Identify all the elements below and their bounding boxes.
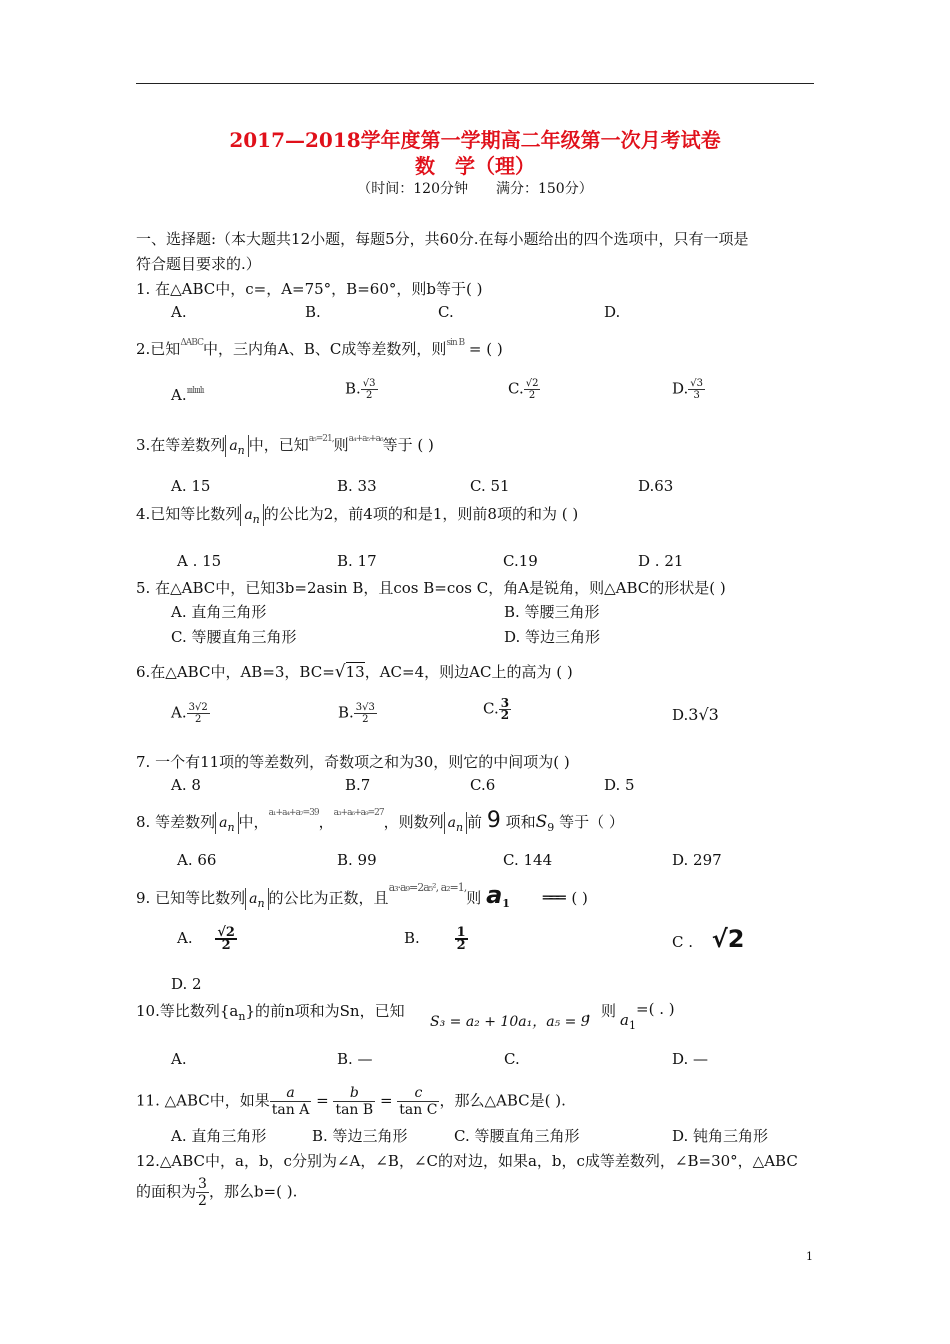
sequence-subscript: n (252, 512, 260, 526)
fraction-3-2 (196, 1176, 209, 1209)
question-4-option-a: A . 15 (177, 552, 222, 570)
question-3-option-c: C. 51 (470, 477, 510, 495)
question-11-suffix: ，那么△ABC是( ). (439, 1091, 566, 1110)
question-3-option-a: A. 15 (171, 477, 211, 495)
denominator: 3 (693, 390, 700, 401)
question-7-option-a: A. 8 (171, 776, 201, 794)
question-10-middle: }的前n项和为Sn，已知 (245, 1002, 405, 1020)
denominator: tan B (335, 1102, 374, 1118)
question-3-stem (136, 434, 434, 457)
fraction-c-tanc (397, 1085, 439, 1118)
question-8-option-c: C. 144 (503, 851, 553, 869)
condition-1-image: a₁+a₄+a₇=39 (268, 808, 319, 818)
sequence-letter: a (249, 891, 258, 907)
sequence-an-2 (444, 812, 467, 834)
sequence-letter: a (244, 507, 253, 523)
question-3-then: 则 (333, 436, 349, 454)
question-9-option-b (404, 927, 468, 951)
numerator: 3√2 (188, 702, 208, 713)
option-a-image: ııılııılı (186, 386, 204, 396)
question-6-option-c (483, 698, 511, 721)
sequence-an (225, 435, 248, 457)
question-9-option-c (672, 925, 745, 953)
question-5-option-b: B. 等腰三角形 (504, 603, 600, 621)
a1-subscript: 1 (628, 1019, 636, 1032)
question-12-line2 (136, 1176, 297, 1209)
fraction (688, 378, 705, 401)
a1-symbol: a (486, 881, 503, 909)
denominator: 2 (362, 714, 369, 725)
question-10-option-a: A. (171, 1050, 187, 1068)
question-9-option-a (177, 927, 237, 951)
numerator: a (270, 1085, 312, 1102)
question-4-option-d: D . 21 (638, 552, 684, 570)
question-3-option-b: B. 33 (337, 477, 377, 495)
section-heading-line2: 符合题目要求的.） (136, 255, 261, 273)
condition-image: a₃·a₉=2a₅², a₂=1, (388, 881, 467, 894)
triangle-abc-image: ΔABC (180, 338, 203, 348)
question-4-stem (136, 503, 578, 526)
question-9-prefix: 9. 已知等比数列 (136, 889, 246, 907)
a1-subscript: 1 (502, 897, 510, 910)
question-4-option-b: B. 17 (337, 552, 377, 570)
page-number: 1 (806, 1250, 813, 1263)
fraction-b-tanb (333, 1085, 375, 1118)
denominator: tan A (271, 1102, 310, 1118)
question-5-option-c: C. 等腰直角三角形 (171, 628, 297, 646)
numerator: √3 (690, 378, 703, 389)
question-12-line1: 12.△ABC中，a，b，c分别为∠A，∠B，∠C的对边，如果a，b，c成等差数列，∠B=30°，△ABC (136, 1152, 798, 1170)
question-2-option-d (672, 378, 705, 401)
option-label: B. (338, 703, 354, 722)
section-heading-line1: 一、选择题:（本大题共12小题，每题5分，共60分.在每小题给出的四个选项中，只有一项是 (136, 230, 749, 248)
question-6-prefix: 6.在△ABC中，AB=3，BC= (136, 663, 335, 681)
fraction (215, 927, 237, 951)
question-3-option-d: D.63 (638, 477, 674, 495)
option-label: B. (404, 929, 420, 947)
fraction (499, 698, 511, 721)
option-label: B. (345, 379, 361, 398)
numerator: 3 (198, 1176, 207, 1192)
question-2-option-a (171, 386, 204, 404)
question-2-option-c (508, 378, 540, 401)
question-7-option-d: D. 5 (604, 776, 635, 794)
question-10-option-c: C. (504, 1050, 520, 1068)
number-nine: 9 (486, 808, 501, 833)
sum-symbol: S (535, 812, 548, 832)
question-6-option-d (672, 705, 719, 724)
sqrt-radicand: 13 (345, 663, 365, 681)
sequence-an (215, 812, 238, 834)
sin-b-image: sin B (446, 338, 465, 348)
denominator: 2 (198, 1193, 207, 1209)
sequence-letter: a (447, 815, 456, 831)
question-9-suffix: ( ) (571, 889, 588, 907)
question-6-stem (136, 661, 573, 682)
denominator: 2 (365, 390, 373, 401)
question-10-then: ，则 (586, 1002, 617, 1020)
question-9-stem (136, 881, 588, 910)
exam-info: （时间：120分钟 满分：150分） (357, 181, 593, 197)
question-1-option-a: A. (171, 303, 187, 321)
numerator: 3 (500, 696, 510, 710)
question-11-option-b: B. 等边三角形 (312, 1127, 408, 1145)
denominator: 2 (500, 708, 510, 722)
sequence-letter: a (219, 815, 228, 831)
option-label: A. (177, 929, 193, 947)
question-8-option-d: D. 297 (672, 851, 722, 869)
denominator: 2 (194, 714, 202, 725)
question-9-middle: 的公比为正数，且 (268, 889, 389, 907)
numerator: c (397, 1085, 439, 1102)
option-label: C. (508, 379, 524, 398)
question-4-suffix: 的公比为2，前4项的和是1，则前8项的和为 ( ) (263, 505, 579, 523)
question-9-then: 则 (466, 889, 482, 907)
question-6-suffix: ，AC=4，则边AC上的高为 ( ) (364, 663, 573, 681)
fraction (455, 927, 468, 951)
question-5-option-d: D. 等边三角形 (504, 628, 601, 646)
option-label: A. (171, 386, 187, 404)
question-5-stem: 5. 在△ABC中，已知3b=2asin B，且cos B=cos C，角A是锐角，则△ABC的形状是( ) (136, 579, 726, 597)
numerator: 1 (456, 925, 466, 940)
question-10-stem (136, 1000, 405, 1023)
subject-title: 数 学（理） (415, 154, 535, 178)
question-5-option-a: A. 直角三角形 (171, 603, 267, 621)
condition-image: a₅=21, (308, 434, 334, 444)
question-8-middle: 中， (238, 813, 269, 831)
question-4-option-c: C.19 (503, 552, 538, 570)
separator: ， (318, 813, 334, 831)
exam-title: 2017—2018学年度第一学期高二年级第一次月考试卷 (229, 128, 721, 152)
question-2-prefix: 2.已知 (136, 340, 181, 358)
question-10-a1 (620, 1011, 636, 1032)
expression-image: a₄+a₅+a₆ (348, 434, 383, 444)
fraction (187, 702, 210, 725)
question-8-option-a: A. 66 (177, 851, 217, 869)
sum-subscript: 9 (547, 821, 555, 834)
option-label: D. (672, 379, 689, 398)
question-8-option-b: B. 99 (337, 851, 377, 869)
question-12-prefix: 的面积为 (136, 1182, 197, 1201)
question-8-middle2: ，则数列 (383, 813, 444, 831)
fraction (354, 702, 377, 725)
sqrt-sign: √ (334, 662, 346, 682)
a1-symbol: a (620, 1011, 629, 1029)
question-3-suffix: 等于 ( ) (382, 436, 434, 454)
fraction (524, 378, 541, 401)
question-7-option-c: C.6 (470, 776, 496, 794)
denominator: 2 (221, 938, 231, 953)
denominator: 2 (456, 938, 466, 953)
question-10-prefix: 10.等比数列{a (136, 1002, 239, 1020)
option-label: A. (171, 703, 187, 722)
numerator: √3 (362, 378, 376, 389)
sequence-subscript: n (237, 443, 245, 457)
denominator: 2 (528, 390, 536, 401)
question-1-option-d: D. (604, 303, 621, 321)
equals-sign: ═══ (542, 888, 563, 907)
question-2-suffix: = ( ) (464, 340, 503, 358)
question-6-option-b (338, 702, 377, 725)
question-11-option-c: C. 等腰直角三角形 (454, 1127, 580, 1145)
question-7-stem: 7. 一个有11项的等差数列，奇数项之和为30，则它的中间项为( ) (136, 753, 570, 771)
question-4-prefix: 4.已知等比数列 (136, 505, 241, 523)
question-10-option-d: D. — (672, 1050, 709, 1068)
question-2-middle: 中，三内角A、B、C成等差数列，则 (202, 340, 447, 358)
question-12-suffix: ，那么b=( ). (208, 1182, 298, 1201)
top-rule (136, 83, 814, 84)
question-9-option-d: D. 2 (171, 975, 202, 993)
question-8-stem (136, 808, 624, 834)
denominator: tan C (399, 1102, 438, 1118)
sequence-subscript: n (227, 820, 235, 834)
numerator: b (333, 1085, 375, 1102)
question-10-option-b: B. — (337, 1050, 373, 1068)
question-1-option-c: C. (438, 303, 454, 321)
question-3-middle: 中，已知 (248, 436, 309, 454)
question-8-text2: 项和 (505, 813, 536, 831)
fraction-a-tana (270, 1085, 312, 1118)
question-1-option-b: B. (305, 303, 321, 321)
question-11-stem: 11. △ABC中，如果 $\frac{a}{\text{tan A}}$ = $\frac{b}{\text{tan B}}$ = $\frac{c}{\text{tan C}}$ ，那么△ABC是( ). (136, 1085, 566, 1118)
question-11-option-a: A. 直角三角形 (171, 1127, 267, 1145)
option-value: √2 (711, 925, 745, 953)
question-8-prefix: 8. 等差数列 (136, 813, 216, 831)
sequence-letter: a (229, 438, 238, 454)
question-10-equation: S₃ = a₂ + 10a₁，a₅ = 9 (430, 1014, 590, 1030)
option-value: 3√3 (688, 705, 719, 724)
numerator: √2 (525, 378, 539, 389)
option-label: D. (672, 706, 689, 724)
question-11-prefix: 11. △ABC中，如果 (136, 1091, 270, 1110)
question-8-text: 前 (467, 813, 483, 831)
numerator: √2 (217, 925, 235, 940)
question-10-suffix: =( . ) (636, 1000, 675, 1018)
option-label: C. (483, 699, 499, 718)
question-1-stem: 1. 在△ABC中，c=，A=75°，B=60°，则b等于( ) (136, 280, 483, 298)
question-6-option-a (171, 702, 210, 725)
question-2-stem (136, 338, 503, 359)
numerator: 3√3 (355, 702, 375, 713)
subscript-n: n (238, 1010, 246, 1023)
condition-2-image: a₃+a₆+a₉=27 (333, 808, 384, 818)
question-7-option-b: B.7 (345, 776, 371, 794)
sequence-subscript: n (455, 820, 464, 834)
sequence-an (240, 504, 263, 526)
question-3-prefix: 3.在等差数列 (136, 436, 226, 454)
sequence-an (245, 888, 268, 910)
fraction (361, 378, 378, 401)
sequence-subscript: n (257, 896, 265, 910)
option-label: C . (672, 933, 694, 951)
question-11-option-d: D. 钝角三角形 (672, 1127, 769, 1145)
question-2-option-b (345, 378, 378, 401)
question-8-suffix: 等于（ ） (559, 813, 624, 831)
